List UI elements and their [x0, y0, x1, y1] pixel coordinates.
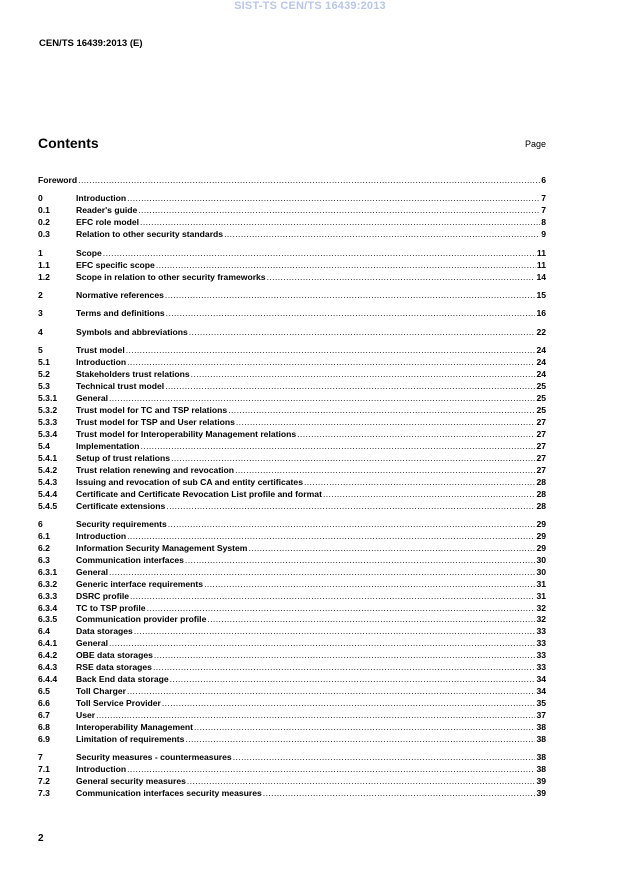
toc-entry-page: 38 [536, 733, 546, 744]
toc-entry-title: Trust model for Interoperability Management relations [76, 428, 297, 439]
toc-entry-page: 29 [536, 518, 546, 529]
toc-entry-page: 33 [536, 626, 546, 637]
toc-entry-number: 6 [38, 518, 43, 529]
toc-entry-title: OBE data storages [76, 650, 153, 661]
toc-dot-leader [304, 477, 535, 489]
toc-entry[interactable] [38, 788, 546, 800]
toc-dot-leader [185, 555, 536, 567]
toc-dot-leader [207, 614, 535, 626]
toc-entry-title: General [76, 393, 109, 404]
toc-entry-title: Communication interfaces security measures [76, 788, 262, 799]
toc-entry-number: 6.7 [38, 709, 50, 720]
toc-entry-page: 14 [536, 271, 546, 282]
toc-entry-title: Back End data storage [76, 674, 169, 685]
toc-entry-page: 7 [541, 193, 546, 204]
toc-entry-page: 29 [536, 542, 546, 553]
toc-entry[interactable] [38, 381, 546, 393]
toc-dot-leader [127, 357, 535, 369]
toc-entry-title: RSE data storages [76, 662, 152, 673]
toc-entry-page: 27 [536, 440, 546, 451]
toc-entry[interactable] [38, 357, 546, 369]
toc-entry-number: 6.3 [38, 554, 50, 565]
toc-entry-page: 33 [536, 638, 546, 649]
toc-entry-page: 24 [536, 345, 546, 356]
toc-entry[interactable] [38, 579, 546, 591]
toc-dot-leader [156, 260, 536, 272]
toc-entry[interactable] [38, 698, 546, 710]
toc-entry-page: 7 [541, 205, 546, 216]
toc-entry-number: 7 [38, 752, 43, 763]
toc-entry-page: 33 [536, 650, 546, 661]
toc-dot-leader [171, 453, 535, 465]
toc-dot-leader [141, 441, 536, 453]
toc-entry-number: 6.3.1 [38, 566, 58, 577]
toc-entry[interactable] [38, 776, 546, 788]
toc-entry-title: Trust relation renewing and revocation [76, 464, 235, 475]
toc-entry[interactable] [38, 477, 546, 489]
toc-dot-leader [233, 752, 536, 764]
toc-entry-title: Introduction [76, 193, 127, 204]
toc-entry-number: 1 [38, 247, 43, 258]
toc-entry-page: 11 [536, 259, 546, 270]
toc-dot-leader [127, 686, 535, 698]
toc-entry-page: 15 [536, 290, 546, 300]
toc-entry[interactable] [38, 686, 546, 698]
toc-entry[interactable] [38, 603, 546, 615]
toc-entry-page: 25 [536, 405, 546, 415]
toc-dot-leader [134, 626, 536, 638]
toc-entry-title: Introduction [76, 357, 127, 368]
toc-entry-title: Security requirements [76, 518, 167, 529]
toc-entry[interactable] [38, 519, 546, 531]
table-of-contents [38, 175, 546, 800]
toc-entry-title: TC to TSP profile [76, 602, 146, 613]
toc-entry-title: Issuing and revocation of sub CA and entity certificates [76, 476, 303, 487]
toc-entry-number: 6.3.4 [38, 602, 58, 613]
toc-entry-title: Information Security Management System [76, 542, 248, 553]
toc-dot-leader [204, 579, 535, 591]
toc-entry-number: 5.4.2 [38, 464, 58, 475]
toc-entry-number: 0.1 [38, 205, 50, 216]
toc-entry[interactable] [38, 555, 546, 567]
toc-entry-title: Scope [76, 247, 102, 258]
toc-entry-page: 38 [536, 752, 546, 763]
toc-dot-leader [166, 501, 535, 513]
toc-entry-number: 6.3.3 [38, 590, 58, 601]
toc-entry[interactable] [38, 567, 546, 579]
toc-dot-leader [127, 531, 535, 543]
toc-entry-title: EFC specific scope [76, 259, 155, 270]
toc-entry[interactable] [38, 710, 546, 722]
toc-entry-number: 0.3 [38, 229, 50, 240]
toc-entry-title: DSRC profile [76, 590, 129, 601]
toc-entry-title: Data storages [76, 626, 133, 637]
toc-entry[interactable] [38, 501, 546, 513]
toc-entry-number: 6.1 [38, 530, 50, 541]
toc-entry[interactable] [38, 614, 546, 626]
toc-entry-page: 34 [536, 686, 546, 697]
toc-entry-title: Trust model for TSP and User relations [76, 416, 235, 427]
toc-entry[interactable] [38, 465, 546, 477]
toc-entry[interactable] [38, 453, 546, 465]
toc-dot-leader [166, 308, 536, 320]
toc-entry[interactable] [38, 417, 546, 429]
toc-dot-leader [189, 327, 536, 339]
toc-entry-title: Introduction [76, 764, 127, 775]
toc-entry[interactable] [38, 369, 546, 381]
toc-entry-title: Communication interfaces [76, 554, 184, 565]
toc-entry[interactable] [38, 405, 546, 417]
page-number: 2 [38, 833, 44, 844]
toc-entry-title: Scope in relation to other security frameworks [76, 271, 266, 282]
toc-dot-leader [170, 674, 536, 686]
toc-entry-number: 5.1 [38, 357, 50, 368]
toc-dot-leader [127, 193, 540, 205]
toc-entry-number: 5.3 [38, 381, 50, 392]
toc-dot-leader [109, 567, 535, 579]
toc-entry[interactable] [38, 248, 546, 260]
toc-entry-page: 25 [536, 393, 546, 404]
toc-entry-page: 39 [536, 776, 546, 787]
toc-entry-page: 11 [536, 247, 546, 258]
toc-entry-page: 27 [536, 428, 546, 439]
toc-entry[interactable] [38, 638, 546, 650]
toc-dot-leader [96, 710, 535, 722]
toc-entry[interactable] [38, 205, 546, 217]
toc-dot-leader [138, 205, 540, 217]
toc-entry-number: 6.5 [38, 686, 50, 697]
toc-entry-number: 2 [38, 290, 43, 300]
toc-entry-page: 37 [536, 709, 546, 720]
toc-dot-leader [185, 734, 535, 746]
toc-dot-leader [126, 345, 536, 357]
toc-entry[interactable] [38, 752, 546, 764]
toc-entry-number: 1.1 [38, 259, 50, 270]
toc-dot-leader [78, 175, 540, 187]
toc-entry-page: 30 [536, 566, 546, 577]
toc-entry-number: 6.4.4 [38, 674, 58, 685]
toc-entry-title: Introduction [76, 530, 127, 541]
toc-dot-leader [109, 393, 535, 405]
toc-entry-title: Toll Service Provider [76, 698, 161, 708]
toc-entry-title: Normative references [76, 290, 164, 300]
toc-dot-leader [165, 381, 535, 393]
toc-entry-page: 27 [536, 464, 546, 475]
toc-entry-page: 35 [536, 698, 546, 708]
toc-entry-title: Trust model [76, 345, 125, 356]
toc-entry-title: Relation to other security standards [76, 229, 224, 240]
toc-entry[interactable] [38, 308, 546, 320]
toc-entry-page: 34 [536, 674, 546, 685]
toc-entry-page: 30 [536, 554, 546, 565]
toc-entry-title: Stakeholders trust relations [76, 369, 190, 380]
toc-entry-title: Implementation [76, 440, 140, 451]
toc-entry-number: 5.4.4 [38, 488, 58, 499]
toc-entry-number: 6.3.5 [38, 614, 58, 625]
toc-entry[interactable] [38, 272, 546, 284]
toc-entry-page: 8 [541, 217, 546, 228]
toc-entry[interactable] [38, 327, 546, 339]
toc-entry-number: 4 [38, 326, 43, 337]
toc-entry[interactable] [38, 650, 546, 662]
document-id: CEN/TS 16439:2013 (E) [39, 38, 143, 49]
toc-entry-number: 5.2 [38, 369, 50, 380]
toc-entry[interactable] [38, 722, 546, 734]
toc-entry-title: Communication provider profile [76, 614, 207, 625]
toc-entry[interactable] [38, 591, 546, 603]
toc-entry-number: 3 [38, 308, 43, 319]
toc-entry-title: Setup of trust relations [76, 452, 171, 463]
toc-dot-leader [103, 248, 536, 260]
toc-entry-number: 6.4.1 [38, 638, 58, 649]
toc-entry-number: 5.4 [38, 440, 50, 451]
toc-dot-leader [168, 519, 536, 531]
toc-entry-number: 6.4.2 [38, 650, 58, 661]
toc-entry-title: Certificate and Certificate Revocation List profile and format [76, 488, 322, 499]
toc-entry[interactable] [38, 290, 546, 302]
toc-dot-leader [162, 698, 536, 710]
toc-dot-leader [165, 290, 536, 302]
toc-entry-title: Technical trust model [76, 381, 165, 392]
toc-entry-page: 6 [541, 175, 546, 185]
toc-dot-leader [323, 489, 536, 501]
toc-entry-number: 6.3.2 [38, 578, 58, 589]
toc-entry[interactable] [38, 260, 546, 272]
toc-entry-title: Symbols and abbreviations [76, 326, 188, 337]
toc-entry[interactable] [38, 626, 546, 638]
toc-entry-number: 5.4.5 [38, 500, 58, 511]
toc-entry-number: 6.9 [38, 733, 50, 744]
toc-dot-leader [297, 429, 535, 441]
toc-entry[interactable] [38, 734, 546, 746]
toc-dot-leader [140, 217, 540, 229]
toc-entry-page: 27 [536, 416, 546, 427]
toc-entry[interactable] [38, 674, 546, 686]
toc-entry-page: 28 [536, 488, 546, 499]
toc-dot-leader [191, 369, 536, 381]
toc-entry-number: 6.4.3 [38, 662, 58, 673]
toc-entry[interactable] [38, 393, 546, 405]
toc-entry-title: Certificate extensions [76, 500, 166, 511]
toc-entry-page: 25 [536, 381, 546, 392]
toc-entry-page: 32 [536, 614, 546, 625]
toc-entry-number: 5.4.1 [38, 452, 58, 463]
toc-entry-title: EFC role model [76, 217, 140, 228]
toc-dot-leader [130, 591, 535, 603]
toc-entry-number: 6.8 [38, 721, 50, 732]
page-column-label: Page [524, 139, 546, 149]
toc-entry[interactable] [38, 489, 546, 501]
toc-entry-title: General [76, 566, 109, 577]
toc-dot-leader [263, 788, 536, 800]
toc-entry[interactable] [38, 441, 546, 453]
toc-entry[interactable] [38, 345, 546, 357]
toc-entry-page: 33 [536, 662, 546, 673]
toc-entry-page: 29 [536, 530, 546, 541]
toc-dot-leader [127, 764, 535, 776]
toc-entry-page: 31 [536, 578, 546, 589]
toc-entry-number: 7.3 [38, 788, 50, 799]
toc-entry-title: Limitation of requirements [76, 733, 185, 744]
toc-entry-number: 6.2 [38, 542, 50, 553]
toc-entry-page: 22 [536, 326, 546, 337]
toc-entry[interactable] [38, 764, 546, 776]
toc-entry-number: 6.6 [38, 698, 50, 708]
toc-entry[interactable] [38, 217, 546, 229]
toc-entry-page: 24 [536, 357, 546, 368]
toc-entry[interactable] [38, 193, 546, 205]
watermark: SIST-TS CEN/TS 16439:2013 [234, 0, 386, 12]
toc-entry-number: 5 [38, 345, 43, 356]
toc-entry-number: 0.2 [38, 217, 50, 228]
toc-entry-page: 31 [536, 590, 546, 601]
toc-entry-page: 38 [536, 764, 546, 775]
toc-dot-leader [267, 272, 536, 284]
toc-entry-page: 39 [536, 788, 546, 799]
toc-entry[interactable] [38, 662, 546, 674]
toc-entry[interactable] [38, 531, 546, 543]
toc-entry-title: Interoperability Management [76, 721, 193, 732]
toc-dot-leader [235, 465, 535, 477]
contents-heading: Contents [38, 135, 99, 151]
toc-entry-number: 0 [38, 193, 43, 204]
toc-entry-number: 5.3.4 [38, 428, 58, 439]
toc-entry-number: Foreword [38, 175, 78, 185]
toc-entry-title: Terms and definitions [76, 308, 165, 319]
toc-entry-title: General [76, 638, 109, 649]
toc-entry-title: General security measures [76, 776, 186, 787]
toc-dot-leader [147, 603, 536, 615]
toc-dot-leader [224, 229, 540, 241]
toc-entry-page: 24 [536, 369, 546, 380]
toc-entry[interactable] [38, 229, 546, 241]
toc-entry[interactable] [38, 175, 546, 187]
toc-entry-number: 7.1 [38, 764, 50, 775]
toc-entry[interactable] [38, 429, 546, 441]
toc-dot-leader [248, 543, 535, 555]
toc-dot-leader [187, 776, 536, 788]
toc-entry-page: 9 [541, 229, 546, 240]
toc-entry-number: 5.4.3 [38, 476, 58, 487]
toc-entry-page: 16 [536, 308, 546, 319]
toc-entry-page: 28 [536, 500, 546, 511]
toc-entry-page: 27 [536, 452, 546, 463]
toc-entry-title: Generic interface requirements [76, 578, 204, 589]
toc-entry-title: Security measures - countermeasures [76, 752, 232, 763]
toc-entry-number: 7.2 [38, 776, 50, 787]
toc-entry-title: Reader's guide [76, 205, 138, 216]
toc-entry-number: 1.2 [38, 271, 50, 282]
toc-entry-title: User [76, 709, 96, 720]
toc-dot-leader [194, 722, 535, 734]
toc-entry-number: 5.3.2 [38, 405, 58, 415]
toc-entry-page: 28 [536, 476, 546, 487]
toc-entry-page: 38 [536, 721, 546, 732]
toc-entry[interactable] [38, 543, 546, 555]
toc-dot-leader [236, 417, 536, 429]
toc-entry-page: 32 [536, 602, 546, 613]
toc-dot-leader [154, 650, 536, 662]
toc-entry-title: Trust model for TC and TSP relations [76, 405, 228, 415]
toc-entry-title: Toll Charger [76, 686, 126, 697]
toc-entry-number: 6.4 [38, 626, 50, 637]
toc-dot-leader [228, 405, 535, 417]
toc-entry-number: 5.3.3 [38, 416, 58, 427]
toc-dot-leader [153, 662, 535, 674]
toc-dot-leader [109, 638, 535, 650]
toc-entry-number: 5.3.1 [38, 393, 58, 404]
